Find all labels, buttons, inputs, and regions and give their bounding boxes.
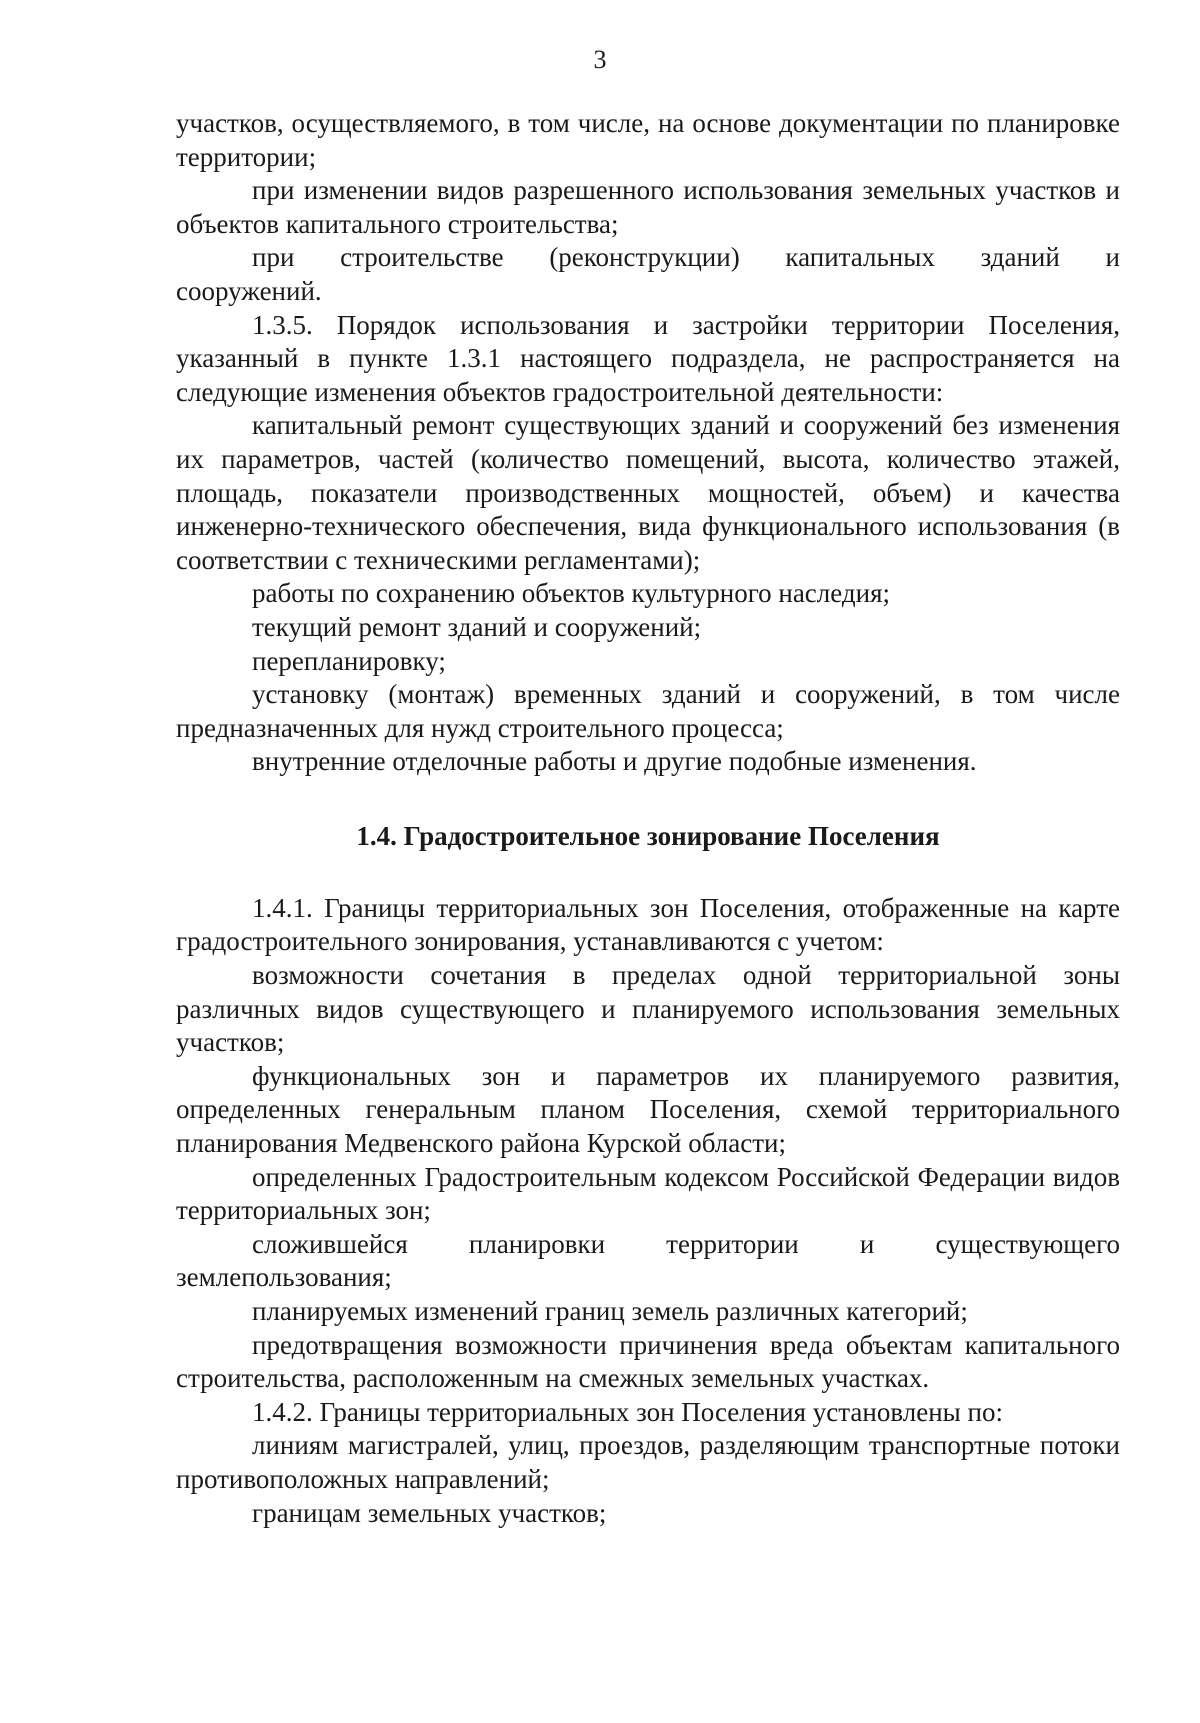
paragraph: при строительстве (реконструкции) капитальных зданий и <box>252 242 1120 273</box>
paragraph: 1.3.5. Порядок использования и застройки территории Поселения, указанный в пункте 1.3.1 настоящего подраздела, не распространяется на следующие изменения объектов градостроительной деятельности: <box>176 309 1120 407</box>
document-body <box>176 107 1120 1530</box>
text-section-1-4 <box>176 892 1120 1530</box>
paragraph: сооружений. <box>176 275 322 306</box>
paragraph: при изменении видов разрешенного использования земельных участков и объектов капитального строительства; <box>176 175 1120 239</box>
paragraph: 1.4.2. Границы территориальных зон Поселения установлены по: <box>252 1396 1003 1427</box>
text-section-1-3 <box>176 107 1120 779</box>
paragraph: перепланировку; <box>252 645 446 676</box>
paragraph: внутренние отделочные работы и другие подобные изменения. <box>252 746 977 777</box>
paragraph: сложившейся планировки территории и существующего землепользования; <box>176 1228 1120 1293</box>
paragraph: возможности сочетания в пределах одной территориальной зоны различных видов существующего и планируемого использования земельных участков; <box>176 960 1120 1058</box>
paragraph: установку (монтаж) временных зданий и сооружений, в том числе предназначенных для нужд строительного процесса; <box>176 679 1120 743</box>
paragraph: планируемых изменений границ земель различных категорий; <box>252 1296 968 1326</box>
section-heading: 1.4. Градостроительное зонирование Поселения <box>356 820 940 851</box>
paragraph: участков, осуществляемого, в том числе, на основе документации по планировке территории; <box>176 108 1120 172</box>
paragraph: функциональных зон и параметров их планируемого развития, определенных генеральным планом Поселения, схемой территориального планирования Медвенского района Курской области; <box>176 1060 1120 1159</box>
page-number: 3 <box>593 45 607 74</box>
paragraph: предотвращения возможности причинения вреда объектам капитального строительства, расположенным на смежных земельных участках. <box>176 1329 1120 1394</box>
paragraph: работы по сохранению объектов культурного наследия; <box>252 578 890 609</box>
paragraph: капитальный ремонт существующих зданий и сооружений без изменения их параметров, частей (количество помещений, высота, количество этажей, площадь, показатели производственных мощностей, объем) и качества инженерно-технического обеспечения, вида функционального использования (в соответствии с техническими регламентами); <box>176 410 1120 575</box>
paragraph: 1.4.1. Границы территориальных зон Поселения, отображенные на карте градостроительного зонирования, устанавливаются с учетом: <box>176 892 1120 957</box>
paragraph: линиям магистралей, улиц, проездов, разделяющим транспортные потоки противоположных направлений; <box>176 1430 1120 1494</box>
paragraph: границам земельных участков; <box>252 1497 607 1528</box>
paragraph: определенных Градостроительным кодексом Российской Федерации видов территориальных зон; <box>176 1161 1120 1226</box>
paragraph: текущий ремонт зданий и сооружений; <box>252 611 702 642</box>
